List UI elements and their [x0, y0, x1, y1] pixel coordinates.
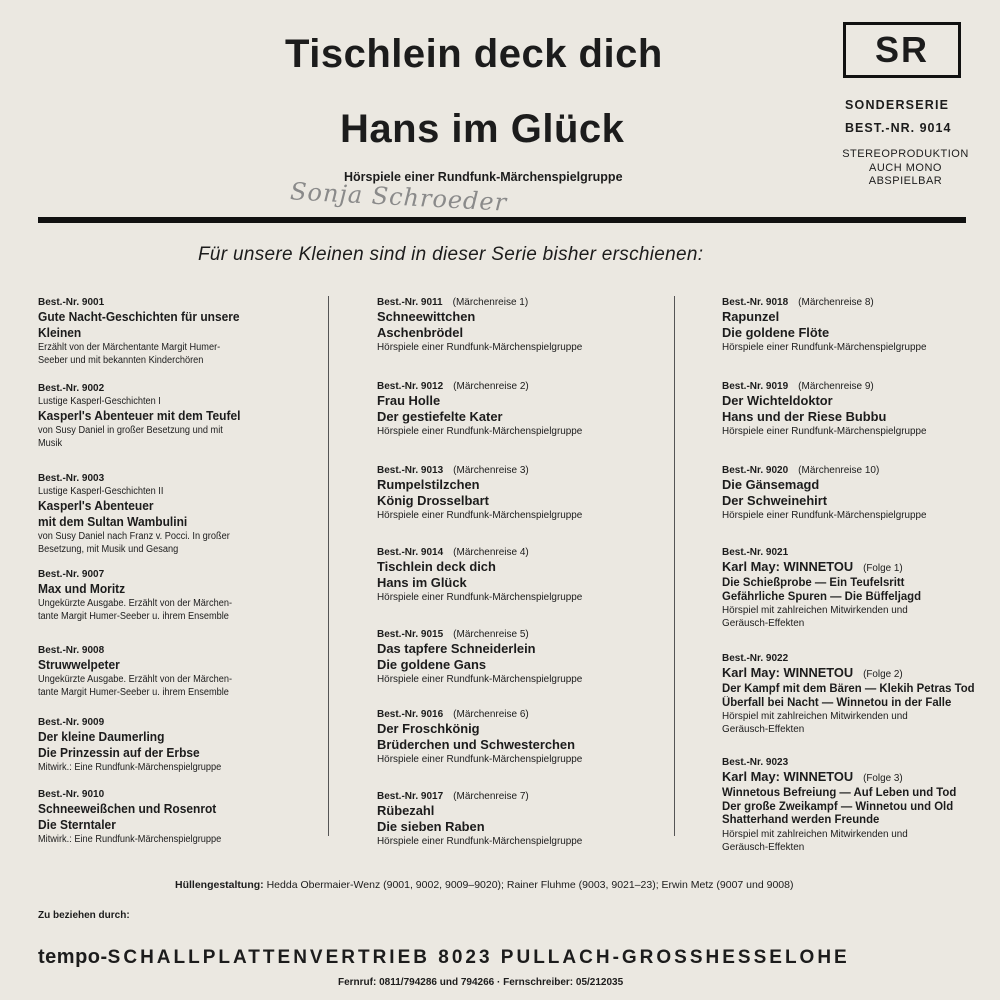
contact-numbers: Fernruf: 0811/794286 und 794266 · Fernschreiber: 05/212035 [338, 977, 624, 988]
catalog-entry [377, 296, 662, 354]
entry-order-number: Best.-Nr. 9014 [377, 547, 444, 558]
entry-title [377, 737, 660, 753]
entry-title [377, 325, 660, 341]
order-number: BEST.-NR. 9014 [845, 121, 952, 135]
entry-chapters: Shatterhand werden Freunde [722, 814, 880, 826]
entry-title [38, 745, 296, 761]
entry-order-number: Best.-Nr. 9002 [38, 383, 105, 394]
entry-description: Hörspiele einer Rundfunk-Märchenspielgruppe [377, 592, 583, 603]
entry-title-text: Die Sterntaler [38, 817, 116, 832]
entry-description: Besetzung, mit Musik und Gesang [38, 544, 179, 555]
order-number-line [377, 296, 662, 309]
entry-title [377, 575, 660, 591]
entry-title [38, 408, 296, 424]
entry-title [38, 729, 296, 745]
entry-title [377, 409, 660, 425]
entry-description: Hörspiel mit zahlreichen Mitwirkenden und [722, 605, 908, 616]
order-number-line [38, 568, 318, 581]
entry-description: Hörspiele einer Rundfunk-Märchenspielgruppe [377, 510, 583, 521]
catalog-entry [722, 652, 987, 736]
entry-chapters: Der Kampf mit dem Bären — Klekih Petras Tod [722, 683, 975, 695]
entry-description: Ungekürzte Ausgabe. Erzählt von der Märchen- [38, 674, 233, 685]
entry-title [377, 493, 660, 509]
entry-title [38, 498, 296, 514]
entry-order-number: Best.-Nr. 9007 [38, 569, 105, 580]
series-volume: (Märchenreise 10) [798, 465, 880, 476]
entry-title-text: Die Prinzessin auf der Erbse [38, 745, 200, 760]
entry-title [38, 325, 296, 341]
episode-number: (Folge 1) [863, 563, 903, 574]
tempo-brand: tempo- [38, 946, 108, 968]
entry-title-text: Rapunzel [722, 309, 780, 324]
entry-description: von Susy Daniel nach Franz v. Pocci. In großer [38, 531, 230, 542]
entry-title [377, 393, 660, 409]
entry-title-text: Max und Moritz [38, 581, 126, 596]
entry-title [722, 309, 984, 325]
entry-title-text: Hans im Glück [377, 575, 467, 590]
entry-title-text: mit dem Sultan Wambulini [38, 514, 188, 529]
order-number-line [38, 472, 318, 485]
entry-description: Hörspiele einer Rundfunk-Märchenspielgruppe [377, 674, 583, 685]
entry-order-number: Best.-Nr. 9008 [38, 645, 105, 656]
entry-title [722, 477, 984, 493]
entry-title-text: Gute Nacht-Geschichten für unsere [38, 309, 240, 324]
series-volume: (Märchenreise 5) [453, 629, 529, 640]
entry-description: Hörspiele einer Rundfunk-Märchenspielgruppe [377, 342, 583, 353]
catalog-entry [722, 756, 987, 854]
catalog-entry [377, 546, 662, 604]
entry-title-text: Karl May: WINNETOU [722, 665, 854, 680]
catalog-entry [38, 644, 318, 699]
order-number-line [38, 296, 318, 309]
entry-title-text: Rübezahl [377, 803, 435, 818]
entry-chapters: Winnetous Befreiung — Auf Leben und Tod [722, 787, 957, 799]
entry-order-number: Best.-Nr. 9022 [722, 653, 789, 664]
format-line: STEREOPRODUKTION [842, 148, 969, 160]
format-note [838, 148, 973, 189]
catalog-entry [377, 464, 662, 522]
credits-label: Hüllengestaltung: [175, 879, 264, 891]
catalog-entry [38, 716, 318, 774]
entry-title-text: Der Schweinehirt [722, 493, 828, 508]
entry-title-text: Kasperl's Abenteuer mit dem Teufel [38, 408, 241, 423]
order-number-line [377, 464, 662, 477]
entry-order-number: Best.-Nr. 9012 [377, 381, 444, 392]
entry-title [377, 477, 660, 493]
entry-order-number: Best.-Nr. 9020 [722, 465, 789, 476]
entry-title-text: Schneewittchen [377, 309, 476, 324]
entry-description: Hörspiele einer Rundfunk-Märchenspielgruppe [377, 836, 583, 847]
entry-title-text: Tischlein deck dich [377, 559, 496, 574]
entry-order-number: Best.-Nr. 9010 [38, 789, 105, 800]
distribution-label: Zu beziehen durch: [38, 910, 130, 921]
series-volume: (Märchenreise 6) [453, 709, 529, 720]
series-volume: (Märchenreise 9) [798, 381, 874, 392]
entry-order-number: Best.-Nr. 9015 [377, 629, 444, 640]
entry-title-text: Der gestiefelte Kater [377, 409, 503, 424]
episode-number: (Folge 2) [863, 669, 903, 680]
entry-order-number: Best.-Nr. 9001 [38, 297, 105, 308]
entry-description: Mitwirk.: Eine Rundfunk-Märchenspielgruppe [38, 834, 222, 845]
entry-description: Ungekürzte Ausgabe. Erzählt von der Märchen- [38, 598, 233, 609]
entry-description: Hörspiele einer Rundfunk-Märchenspielgruppe [377, 754, 583, 765]
catalog-entry [38, 382, 318, 450]
catalog-heading: Für unsere Kleinen sind in dieser Serie bisher erschienen: [198, 244, 704, 265]
entry-title-text: Karl May: WINNETOU [722, 559, 854, 574]
entry-title [377, 657, 660, 673]
order-number-line [722, 464, 987, 477]
catalog-entry [722, 296, 987, 354]
title-line-2: Hans im Glück [340, 107, 625, 151]
entry-title [377, 559, 660, 575]
series-name: SONDERSERIE [845, 98, 950, 112]
entry-title [38, 801, 296, 817]
entry-title-text: Die goldene Flöte [722, 325, 830, 340]
entry-title-text: Schneeweißchen und Rosenrot [38, 801, 217, 816]
entry-title [722, 769, 984, 787]
entry-description: Hörspiel mit zahlreichen Mitwirkenden und [722, 828, 908, 840]
entry-title [722, 325, 984, 341]
series-volume: (Märchenreise 4) [453, 547, 529, 558]
entry-title-text: Aschenbrödel [377, 325, 464, 340]
entry-series-label: Lustige Kasperl-Geschichten II [38, 486, 164, 497]
entry-title-text: König Drosselbart [377, 493, 489, 508]
entry-title [38, 817, 296, 833]
entry-title [38, 581, 296, 597]
title-line-1: Tischlein deck dich [285, 32, 663, 76]
catalog-entry [38, 296, 318, 367]
entry-title [38, 657, 296, 673]
entry-description: Musik [38, 438, 63, 449]
entry-title-text: Kleinen [38, 325, 82, 340]
entry-order-number: Best.-Nr. 9003 [38, 473, 105, 484]
entry-order-number: Best.-Nr. 9017 [377, 791, 444, 802]
subtitle: Hörspiele einer Rundfunk-Märchenspielgruppe [344, 170, 623, 184]
entry-title [722, 393, 984, 409]
order-number-line [377, 708, 662, 721]
column-divider [328, 296, 329, 836]
entry-title-text: Hans und der Riese Bubbu [722, 409, 887, 424]
order-number-line [377, 628, 662, 641]
catalog-entry [722, 464, 987, 522]
entry-title [38, 309, 296, 325]
credits-text: Hedda Obermaier-Wenz (9001, 9002, 9009–9020); Rainer Fluhme (9003, 9021–23); Erwin Metz (9007 und 9008) [266, 879, 794, 891]
entry-title-text: Der Froschkönig [377, 721, 480, 736]
entry-description: Geräusch-Effekten [722, 841, 805, 853]
entry-description: tante Margit Humer-Seeber u. ihrem Ensemble [38, 611, 229, 622]
order-number-line [377, 380, 662, 393]
catalog-entry [377, 628, 662, 686]
order-number-line [722, 296, 987, 309]
entry-series-label: Lustige Kasperl-Geschichten I [38, 396, 161, 407]
catalog-entry [38, 788, 318, 846]
entry-title-text: Das tapfere Schneiderlein [377, 641, 536, 656]
entry-order-number: Best.-Nr. 9011 [377, 297, 443, 308]
entry-title-text: Der Wichteldoktor [722, 393, 833, 408]
entry-title [722, 665, 984, 683]
entry-title [377, 309, 660, 325]
format-line: AUCH MONO [869, 161, 942, 174]
entry-title [377, 721, 660, 737]
order-number-line [722, 652, 987, 665]
entry-order-number: Best.-Nr. 9009 [38, 717, 105, 728]
entry-title [377, 819, 660, 835]
order-number-line [377, 546, 662, 559]
entry-description: Hörspiele einer Rundfunk-Märchenspielgruppe [722, 426, 927, 437]
order-number-line [722, 380, 987, 393]
entry-description: Geräusch-Effekten [722, 724, 805, 735]
entry-description: Hörspiel mit zahlreichen Mitwirkenden und [722, 711, 908, 722]
order-number-line [722, 546, 987, 559]
entry-order-number: Best.-Nr. 9021 [722, 547, 789, 558]
catalog-entry [377, 380, 662, 438]
entry-title [722, 409, 984, 425]
series-volume: (Märchenreise 2) [453, 381, 529, 392]
entry-title [38, 514, 296, 530]
entry-description: tante Margit Humer-Seeber u. ihrem Ensemble [38, 687, 229, 698]
distributor-name: SCHALLPLATTENVERTRIEB 8023 PULLACH-GROSSHESSELOHE [107, 947, 850, 968]
entry-chapters: Die Schießprobe — Ein Teufelsritt [722, 577, 905, 589]
order-number-line [722, 756, 987, 769]
entry-description: Erzählt von der Märchentante Margit Humer- [38, 342, 221, 353]
entry-order-number: Best.-Nr. 9023 [722, 757, 789, 768]
entry-chapters: Überfall bei Nacht — Winnetou in der Falle [722, 696, 952, 709]
handwritten-signature: Sonja Schroeder [289, 177, 508, 217]
entry-chapters: Der große Zweikampf — Winnetou und Old [722, 800, 954, 813]
horizontal-rule [38, 217, 966, 223]
cover-credits [175, 879, 793, 891]
series-volume: (Märchenreise 3) [453, 465, 529, 476]
entry-description: Hörspiele einer Rundfunk-Märchenspielgruppe [722, 510, 927, 521]
order-number-line [38, 644, 318, 657]
entry-order-number: Best.-Nr. 9013 [377, 465, 444, 476]
entry-title-text: Der kleine Daumerling [38, 729, 165, 744]
order-number-line [377, 790, 662, 803]
entry-title-text: Frau Holle [377, 393, 441, 408]
catalog-entry [722, 546, 987, 630]
entry-description: Mitwirk.: Eine Rundfunk-Märchenspielgruppe [38, 762, 222, 773]
entry-order-number: Best.-Nr. 9016 [377, 709, 444, 720]
entry-title-text: Struwwelpeter [38, 657, 120, 672]
episode-number: (Folge 3) [863, 773, 903, 784]
entry-description: Hörspiele einer Rundfunk-Märchenspielgruppe [377, 426, 583, 437]
entry-order-number: Best.-Nr. 9018 [722, 297, 789, 308]
entry-title [722, 493, 984, 509]
entry-order-number: Best.-Nr. 9019 [722, 381, 789, 392]
entry-title-text: Die goldene Gans [377, 657, 487, 672]
format-line: ABSPIELBAR [868, 175, 943, 187]
order-number-line [38, 716, 318, 729]
series-volume: (Märchenreise 8) [798, 297, 874, 308]
entry-title-text: Kasperl's Abenteuer [38, 498, 154, 513]
sr-logo: SR [843, 22, 961, 78]
entry-title [722, 559, 984, 577]
catalog-entry [38, 568, 318, 623]
order-number-line [38, 788, 318, 801]
catalog-entry [38, 472, 318, 556]
catalog-entry [722, 380, 987, 438]
entry-title-text: Brüderchen und Schwesterchen [377, 737, 575, 752]
entry-title-text: Karl May: WINNETOU [722, 769, 854, 784]
entry-description: Hörspiele einer Rundfunk-Märchenspielgruppe [722, 342, 927, 353]
order-number-line [38, 382, 318, 395]
entry-chapters: Gefährliche Spuren — Die Büffeljagd [722, 590, 922, 603]
entry-title-text: Die Gänsemagd [722, 477, 820, 492]
series-volume: (Märchenreise 7) [453, 791, 529, 802]
entry-description: Seeber und mit bekannten Kinderchören [38, 355, 204, 366]
catalog-entry [377, 790, 662, 848]
entry-title [377, 803, 660, 819]
entry-title-text: Rumpelstilzchen [377, 477, 480, 492]
distributor-line [38, 946, 850, 969]
entry-description: von Susy Daniel in großer Besetzung und mit [38, 425, 223, 436]
entry-title [377, 641, 660, 657]
column-divider [674, 296, 675, 836]
series-volume: (Märchenreise 1) [452, 297, 529, 308]
entry-title-text: Die sieben Raben [377, 819, 485, 834]
entry-description: Geräusch-Effekten [722, 618, 805, 629]
catalog-entry [377, 708, 662, 766]
